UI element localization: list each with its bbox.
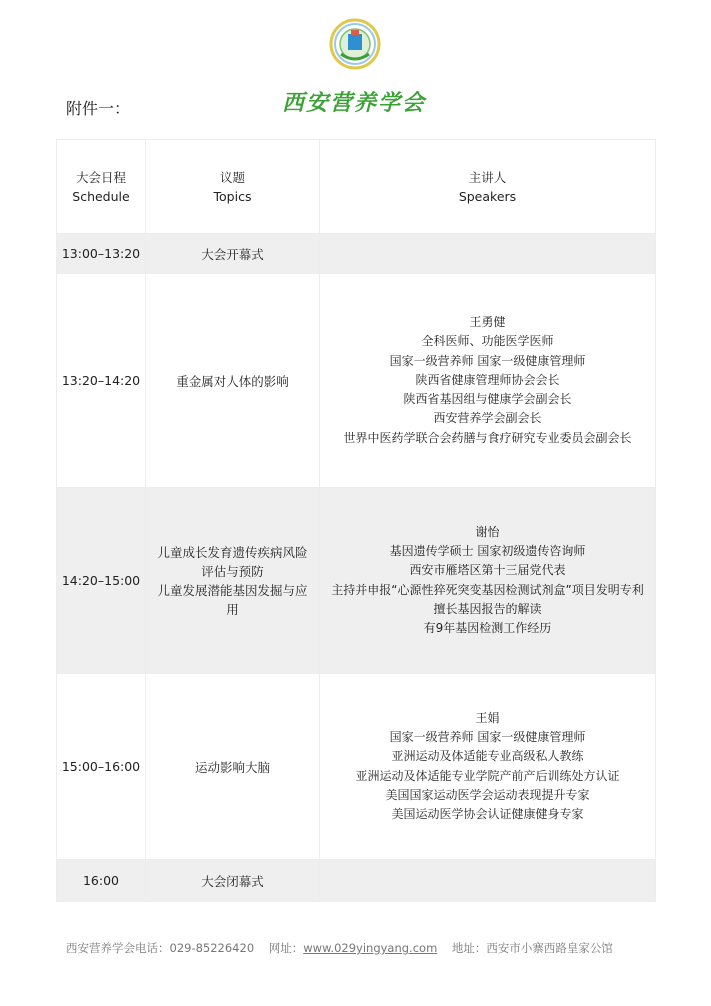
table-row — [57, 860, 656, 902]
topic-cell — [146, 274, 320, 488]
society-logo-icon — [329, 18, 381, 70]
column-header-cn: 主讲人 — [468, 169, 507, 185]
speaker-line: 擅长基因报告的解读 — [433, 601, 542, 616]
topic-line: 大会闭幕式 — [201, 873, 264, 889]
topic-cell — [146, 860, 320, 902]
footer-phone: 西安营养学会电话：029-85226420 — [66, 941, 255, 955]
time-cell: 13:00–13:20 — [57, 234, 146, 274]
speaker-cell — [320, 860, 656, 902]
schedule-table — [56, 139, 656, 902]
table-row — [57, 674, 656, 860]
speaker-line: 全科医师、功能医学医师 — [421, 334, 554, 349]
topic-cell — [146, 234, 320, 274]
time-cell: 14:20–15:00 — [57, 488, 146, 674]
topic-cell — [146, 488, 320, 674]
speaker-cell — [320, 488, 656, 674]
table-row — [57, 234, 656, 274]
time-cell: 16:00 — [57, 860, 146, 902]
topic-cell — [146, 674, 320, 860]
speaker-line: 有9年基因检测工作经历 — [423, 620, 552, 635]
column-header-en: Schedule — [72, 188, 130, 204]
speaker-name: 王勇健 — [469, 315, 506, 330]
speaker-line: 主持并申报“心源性猝死突变基因检测试剂盒”项目发明专利 — [331, 582, 644, 597]
footer-address: 地址：西安市小寨西路皇家公馆 — [451, 941, 613, 955]
speaker-line: 美国运动医学协会认证健康健身专家 — [391, 806, 584, 821]
speaker-name: 王娟 — [475, 710, 500, 725]
column-header-cn: 大会日程 — [75, 169, 126, 185]
topic-line: 重金属对人体的影响 — [176, 373, 289, 389]
speaker-line: 基因遗传学硕士 国家初级遗传咨询师 — [389, 544, 586, 559]
speaker-line: 陕西省基因组与健康学会副会长 — [403, 392, 572, 407]
footer-website-link[interactable]: www.029yingyang.com — [303, 941, 438, 955]
column-header-topics — [146, 140, 320, 234]
speaker-cell — [320, 234, 656, 274]
topic-line: 儿童成长发育遗传疾病风险评估与预防 — [157, 544, 308, 579]
speaker-cell — [320, 674, 656, 860]
footer — [66, 940, 613, 956]
speaker-line: 美国国家运动医学会运动表现提升专家 — [385, 787, 590, 802]
speaker-line: 国家一级营养师 国家一级健康管理师 — [389, 730, 586, 745]
speaker-line: 亚洲运动及体适能专业高级私人教练 — [391, 749, 584, 764]
topic-line: 运动影响大脑 — [194, 759, 270, 775]
speaker-line: 西安营养学会副会长 — [433, 411, 542, 426]
table-row — [57, 274, 656, 488]
topic-line: 大会开幕式 — [201, 246, 264, 262]
attachment-label: 附件一： — [66, 99, 131, 118]
column-header-en: Topics — [213, 188, 252, 204]
speaker-name: 谢怡 — [475, 524, 500, 539]
table-header-row — [57, 140, 656, 234]
time-cell: 15:00–16:00 — [57, 674, 146, 860]
time-cell: 13:20–14:20 — [57, 274, 146, 488]
column-header-cn: 议题 — [219, 169, 245, 185]
speaker-line: 国家一级营养师 国家一级健康管理师 — [389, 353, 586, 368]
speaker-line: 世界中医药学联合会药膳与食疗研究专业委员会副会长 — [343, 430, 632, 445]
topic-line: 儿童发展潜能基因发掘与应用 — [157, 582, 308, 617]
column-header-schedule — [57, 140, 146, 234]
table-row — [57, 488, 656, 674]
column-header-speakers — [320, 140, 656, 234]
speaker-line: 西安市雁塔区第十三届党代表 — [409, 563, 566, 578]
speaker-cell — [320, 274, 656, 488]
speaker-line: 亚洲运动及体适能专业学院产前产后训练处方认证 — [355, 768, 620, 783]
column-header-en: Speakers — [458, 188, 517, 204]
speaker-line: 陕西省健康管理师协会会长 — [415, 372, 560, 387]
footer-web-label: 网址： — [268, 941, 304, 955]
org-name: 西安营养学会 — [282, 90, 427, 116]
